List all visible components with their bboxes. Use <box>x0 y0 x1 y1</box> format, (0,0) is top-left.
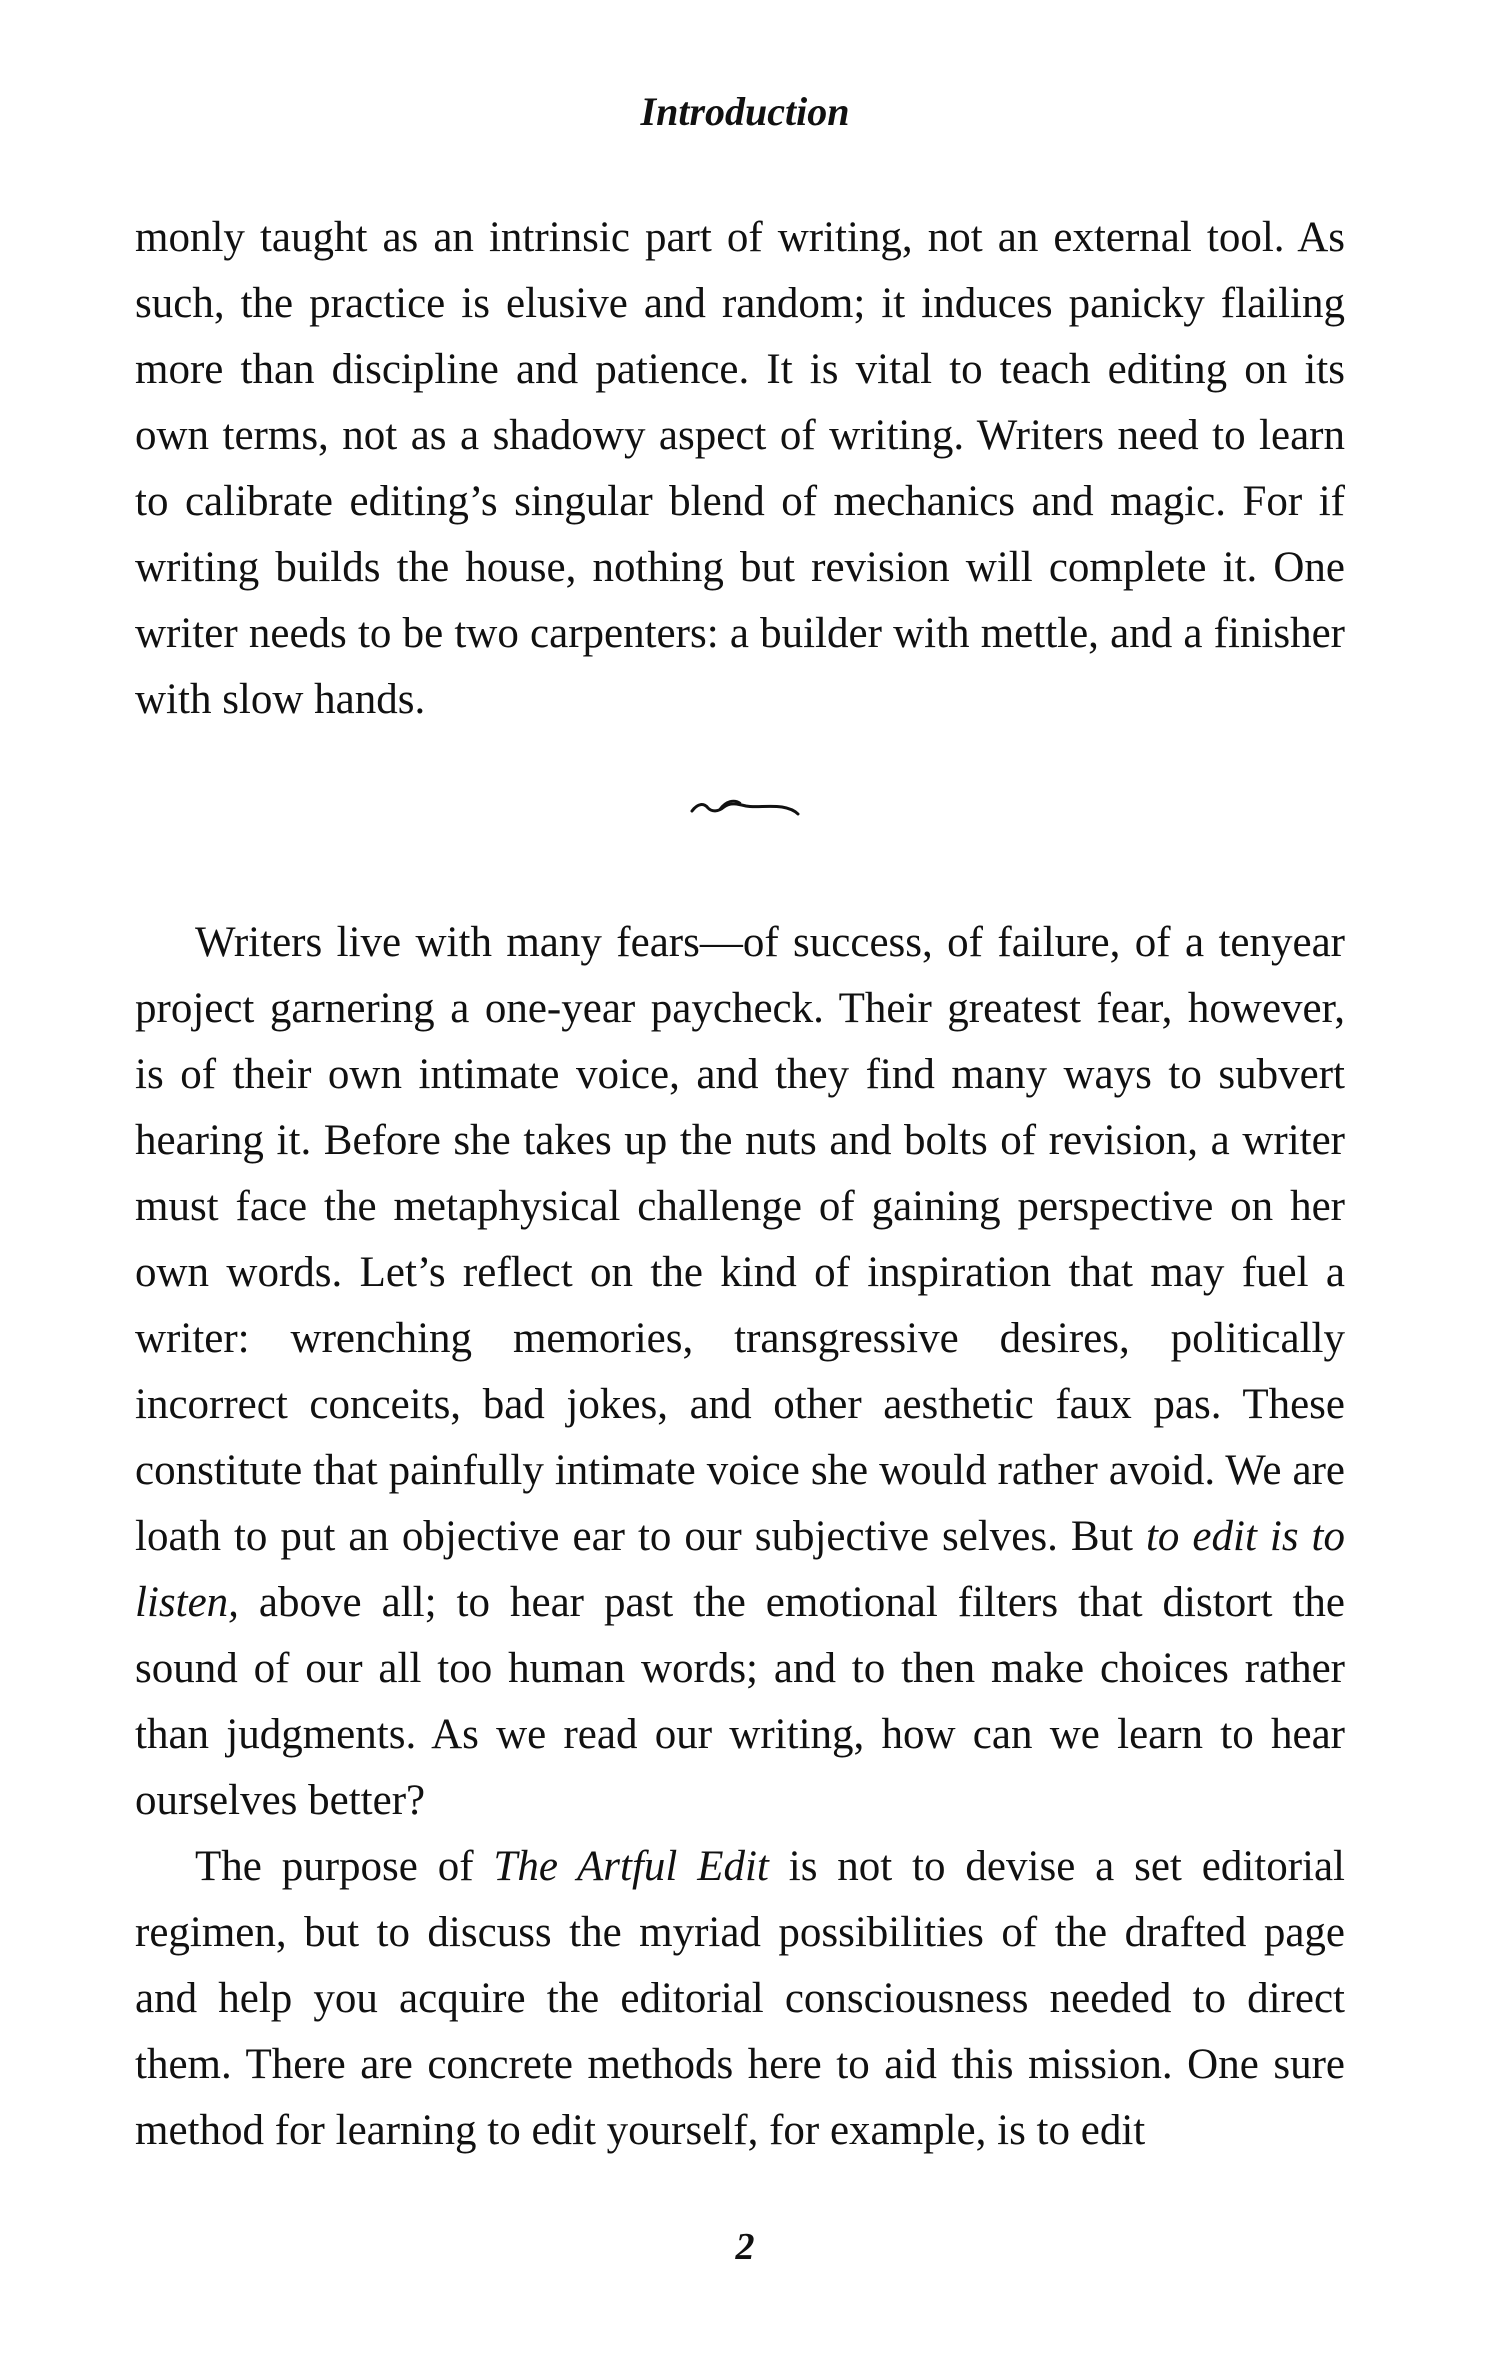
page-number: 2 <box>735 2226 755 2268</box>
paragraph <box>135 910 1345 1834</box>
text-run: above all; to hear past the emotional filters that distort the sound of our all too human words; and to then make choices rather than judgments. As we read our writing, how can we learn to hear ourselves better? <box>135 1579 1345 1824</box>
emphasis-text: to edit is to listen, <box>135 1513 1346 1626</box>
text-run: Writers live with many fears—of success, of failure, of a tenyear project garnering a one-year paycheck. Their greatest fear, however, is of their own intimate voice, and they find many ways to subvert hearing it. Before she takes up the nuts and bolts of revision, a writer must face the metaphysical challenge of gaining perspective on her own words. Let’s reflect on the kind of inspiration that may fuel a writer: wrenching memories, transgressive desires, politically incorrect conceits, bad jokes, and other aesthetic faux pas. These constitute that painfully intimate voice she would rather avoid. We are loath to put an objective ear to our subjective selves. But <box>135 919 1345 1560</box>
body-text-top <box>135 205 1345 733</box>
paragraph: monly taught as an intrinsic part of writing, not an external tool. As such, the practice is elusive and random; it induces panicky flailing more than discipline and patience. It is vital to teach editing on its own terms, not as a shadowy aspect of writing. Writers need to learn to calibrate editing’s singular blend of mechanics and magic. For if writing builds the house, nothing but revision will complete it. One writer needs to be two carpenters: a builder with mettle, and a finisher with slow hands. <box>135 214 1345 723</box>
text-run: is not to devise a set editorial regimen, but to discuss the myriad possibilities of the drafted page and help you acquire the editorial consciousness needed to direct them. There are concrete methods here to aid this mission. One sure method for learning to edit yourself, for example, is to edit <box>135 1843 1346 2154</box>
text-run: The purpose of <box>195 1843 494 1890</box>
paragraph <box>135 1834 1345 2164</box>
running-head: Introduction <box>640 89 850 134</box>
book-title: The Artful Edit <box>493 1843 769 1890</box>
body-text-bottom <box>135 910 1345 2164</box>
section-break-flourish-icon <box>690 795 800 819</box>
